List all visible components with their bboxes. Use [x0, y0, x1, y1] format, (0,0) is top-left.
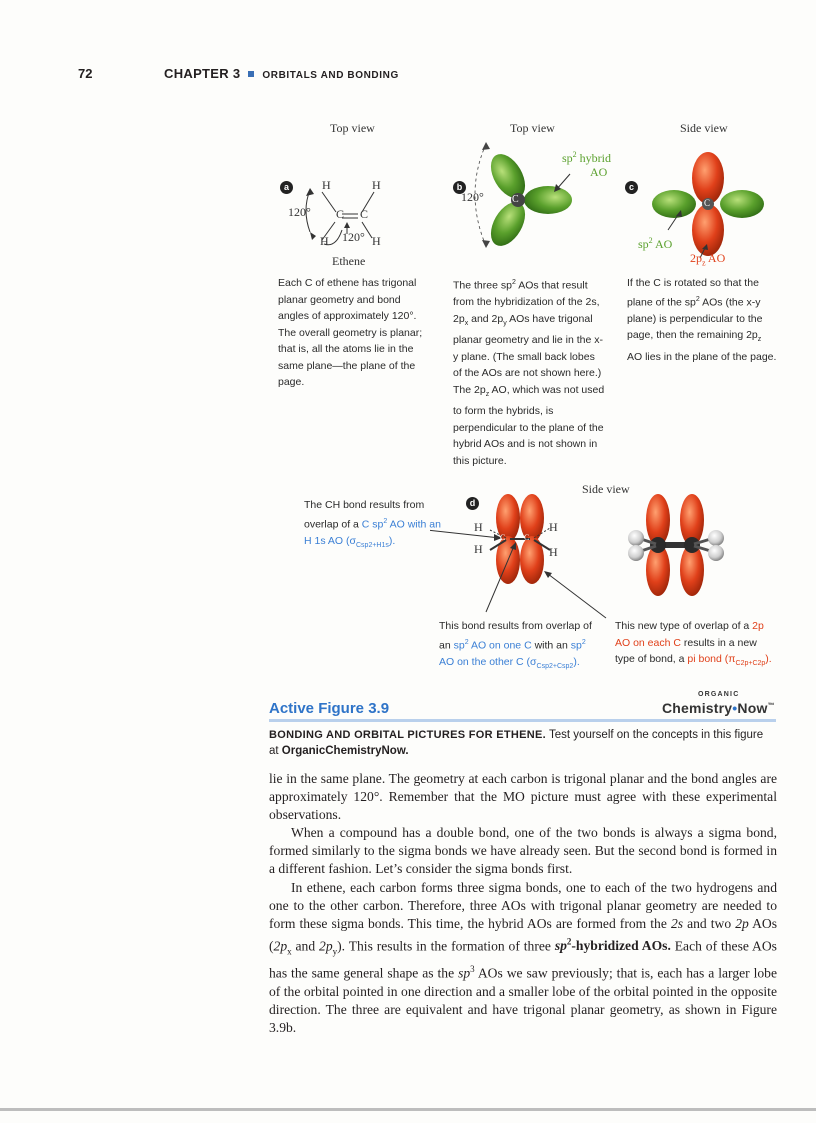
hydrogen-atom-tr [708, 530, 724, 546]
caption-text: Test yourself on the concepts in this figure at [269, 729, 764, 757]
sigma-8: (σ [523, 655, 537, 668]
sigma-5: sp [570, 639, 582, 651]
c-sp2-ao: AO [652, 237, 673, 251]
panel-d-badge: d [466, 497, 479, 510]
panel-b-angle: 120° [461, 190, 484, 204]
panel-c-sp2-label [638, 236, 672, 252]
panel-a-view-label: Top view [330, 121, 375, 135]
ch-note-0: The CH bond results from overlap of a [304, 499, 425, 530]
hybrid-label-sp: sp [562, 151, 573, 165]
panel-b-view-label: Top view [510, 121, 555, 135]
caption-link[interactable]: OrganicChemistryNow. [281, 745, 409, 757]
caption-bold: BONDING AND ORBITAL PICTURES FOR ETHENE. [269, 729, 547, 741]
d-h-bottom-left: H [474, 542, 483, 556]
p3-17: AOs we saw previously; that is, each has a larger lobe of the orbital pointed in one direction and a smaller lobe of the orbital pointed in the opposite direction. The three are equivalent and have trigonal planar geometry, as shown in Figure 3.9b. [269, 965, 778, 1035]
cap-c-1: 2 [695, 295, 700, 303]
d-c-right: C [524, 533, 530, 542]
p3-7: and [291, 938, 320, 954]
sp2-side-lobe-right [720, 190, 764, 218]
p3-11: sp [554, 938, 567, 954]
chemistry-now-logo[interactable] [662, 691, 775, 716]
sigma-0: This bond results from overlap of an [439, 620, 592, 651]
body-paragraph-2: When a compound has a double bond, one of the two bonds is always a sigma bond, formed similarly to the sigma bonds we have already seen. But the second bond is formed in a different fashion. Let’s consider the sigma bonds first. [269, 825, 777, 877]
p3-16: 3 [470, 964, 475, 975]
page-bottom-edge [0, 1108, 816, 1111]
sp2-side-lobe-left [652, 190, 696, 218]
body-paragraph-3 [269, 879, 777, 1038]
sp2-lobe-up [484, 148, 532, 204]
panel-a-badge: a [280, 181, 293, 194]
hydrogen-atom-br [708, 545, 724, 561]
sigma-6: 2 [581, 638, 586, 646]
cap-b-7: z [485, 390, 490, 398]
panel-c-view-label: Side view [680, 121, 728, 135]
cap-b-1: 2 [511, 279, 516, 286]
running-header [164, 66, 399, 81]
panel-b-caption [453, 275, 605, 469]
ch-note-5: ). [388, 534, 396, 547]
pi-0: This new type of overlap of a [615, 620, 753, 632]
cap-b-4: and 2p [468, 312, 504, 325]
active-figure-title: Active Figure 3.9 [269, 700, 390, 717]
pi-6: C2p+C2p [735, 660, 766, 668]
pi-5: (π [721, 653, 736, 665]
d-h-top-right: H [549, 520, 558, 534]
body-paragraph-1: lie in the same plane. The geometry at each carbon is trigonal planar and the bond angles are approximately 120°. Remember that the MO picture must agree with these experimental observations. [269, 771, 777, 823]
p3-2: and two [683, 915, 736, 931]
cap-c-2: AOs (the x-y plane) is perpendicular to the page, then the remaining 2p [627, 296, 763, 341]
pi-7: ). [765, 653, 772, 665]
sigma-9: Csp2+Csp2 [536, 662, 574, 670]
ethene-h-bottom-left: H [320, 234, 329, 248]
ethene-c-left: C [336, 207, 345, 221]
panel-c-badge: c [625, 181, 638, 194]
p3-1: 2s [670, 915, 684, 931]
sigma-3: AO on one C [468, 639, 532, 651]
p3-0: In ethene, each carbon forms three sigma bonds, one to each of the two hydrogens and one to the other carbon. Therefore, three AOs with trigonal planar geometry are needed to form these sigma bonds. This time, the hybrid AOs are formed from the [269, 879, 777, 931]
p3-10: ). This results in the formation of three [337, 938, 555, 954]
p3-8: 2p [319, 938, 333, 954]
pi-3: results in a new type of bond, a [615, 636, 757, 665]
panel-a-caption: Each C of ethene has trigonal planar geometry and bond angles of approximately 120°. The overall geometry is planar; that is, all the atoms lie in the same plane—the plane of the page. [278, 277, 423, 388]
hydrogen-atom-tl [628, 530, 644, 546]
brand-top: ORGANIC [698, 691, 740, 698]
cap-b-3: x [464, 319, 469, 327]
brand-name: Chemistry [662, 700, 733, 716]
sigma-bond-note [439, 618, 599, 675]
sigma-4: with an [531, 639, 571, 651]
sigma-2: 2 [464, 638, 469, 646]
ethene-bonding-orbitals [430, 492, 790, 622]
c-sp2-sp: sp [638, 237, 649, 251]
panel-b-ao-label: AO [590, 165, 608, 179]
page-number: 72 [78, 66, 93, 81]
header-square-icon [248, 71, 254, 77]
cap-c-4: AO lies in the plane of the page. [627, 350, 777, 363]
ethene-h-bottom-right: H [372, 234, 381, 248]
ch-bond-note [304, 497, 444, 554]
panel-c-caption [627, 275, 777, 365]
sigma-7: AO on the other C [439, 655, 524, 668]
ethene-angle-1: 120° [288, 205, 311, 219]
ethene-h-top-left: H [322, 178, 331, 192]
ethene-molecule-label: Ethene [332, 254, 366, 268]
panel-c-center-atom: C [704, 198, 711, 208]
cap-b-6: AOs have trigonal planar geometry and lie in the x-y plane. (The small back lobes of the AOs are not shown here.) The 2p [453, 312, 603, 396]
section-label: ORBITALS AND BONDING [262, 70, 399, 81]
hybrid-label-word: hybrid [579, 151, 612, 165]
chapter-label: CHAPTER 3 [164, 66, 241, 81]
ch-note-2: 2 [383, 517, 388, 525]
ch-note-4: Csp2+H1s [356, 541, 389, 549]
c-sp2-sup: 2 [648, 236, 653, 245]
cap-b-8: AO, which was not used to form the hybrids, is perpendicular to the plane of the hybrid AOs and is not shown in this picture. [453, 383, 605, 467]
d-c-left: C [500, 533, 506, 542]
panel-c-p-label [690, 251, 725, 267]
c-p-ao: AO [705, 251, 726, 265]
p3-3: 2p [735, 915, 749, 931]
p3-9: y [332, 946, 338, 957]
brand-tm: ™ [767, 702, 775, 710]
ethene-angle-2: 120° [342, 230, 365, 244]
panel-d-view-label: Side view [582, 482, 630, 496]
sp2-lobe-down [484, 196, 532, 252]
pi-1: 2p [752, 620, 764, 632]
p3-5: 2p [273, 938, 288, 954]
pz-lobe-top [692, 152, 724, 204]
p3-4: AOs ( [269, 915, 778, 954]
p3-14: Each of these AOs has the same general shape as the [269, 938, 777, 981]
panel-b-center-atom: C [512, 194, 519, 205]
cap-b-0: The three sp [453, 279, 512, 292]
p3-13: -hybridized AOs. [571, 938, 671, 954]
pi-2: AO on each C [615, 636, 681, 649]
sigma-1: sp [453, 639, 465, 651]
pi-4: pi bond [687, 653, 722, 665]
pz-lobe-bottom [692, 204, 724, 256]
brand-name-2: Now [737, 700, 768, 716]
panel-b-badge: b [453, 181, 466, 194]
sigma-10: ). [573, 655, 580, 668]
d-h-bottom-right: H [549, 545, 558, 559]
body-text [269, 770, 777, 1037]
p3-15: sp [458, 965, 471, 981]
hybrid-label-sup: 2 [572, 150, 577, 159]
brand-dot-icon: • [732, 700, 738, 716]
c-p-sub: z [702, 258, 706, 268]
cap-c-0: If the C is rotated so that the plane of the sp [627, 277, 759, 308]
ethene-c-right: C [360, 207, 369, 221]
c-p-2p: 2p [690, 251, 702, 265]
ethene-h-top-right: H [372, 178, 381, 192]
pi-bond-note [615, 618, 777, 673]
cap-b-2: AOs that result from the hybridization of the 2s, 2p [453, 279, 600, 325]
p3-6: x [287, 946, 292, 957]
p3-12: 2 [566, 936, 572, 947]
hydrogen-atom-bl [628, 545, 644, 561]
figure-caption [269, 727, 775, 759]
cap-b-5: y [503, 319, 507, 327]
caption-rule [269, 719, 776, 722]
sp2-lobe-right [524, 186, 572, 214]
ch-note-3: AO with an H 1s AO (σ [304, 518, 441, 547]
panel-b-hybrid-label [562, 150, 611, 166]
ch-note-1: C sp [361, 518, 384, 530]
d-h-top-left: H [474, 520, 483, 534]
cap-c-3: z [757, 336, 762, 344]
